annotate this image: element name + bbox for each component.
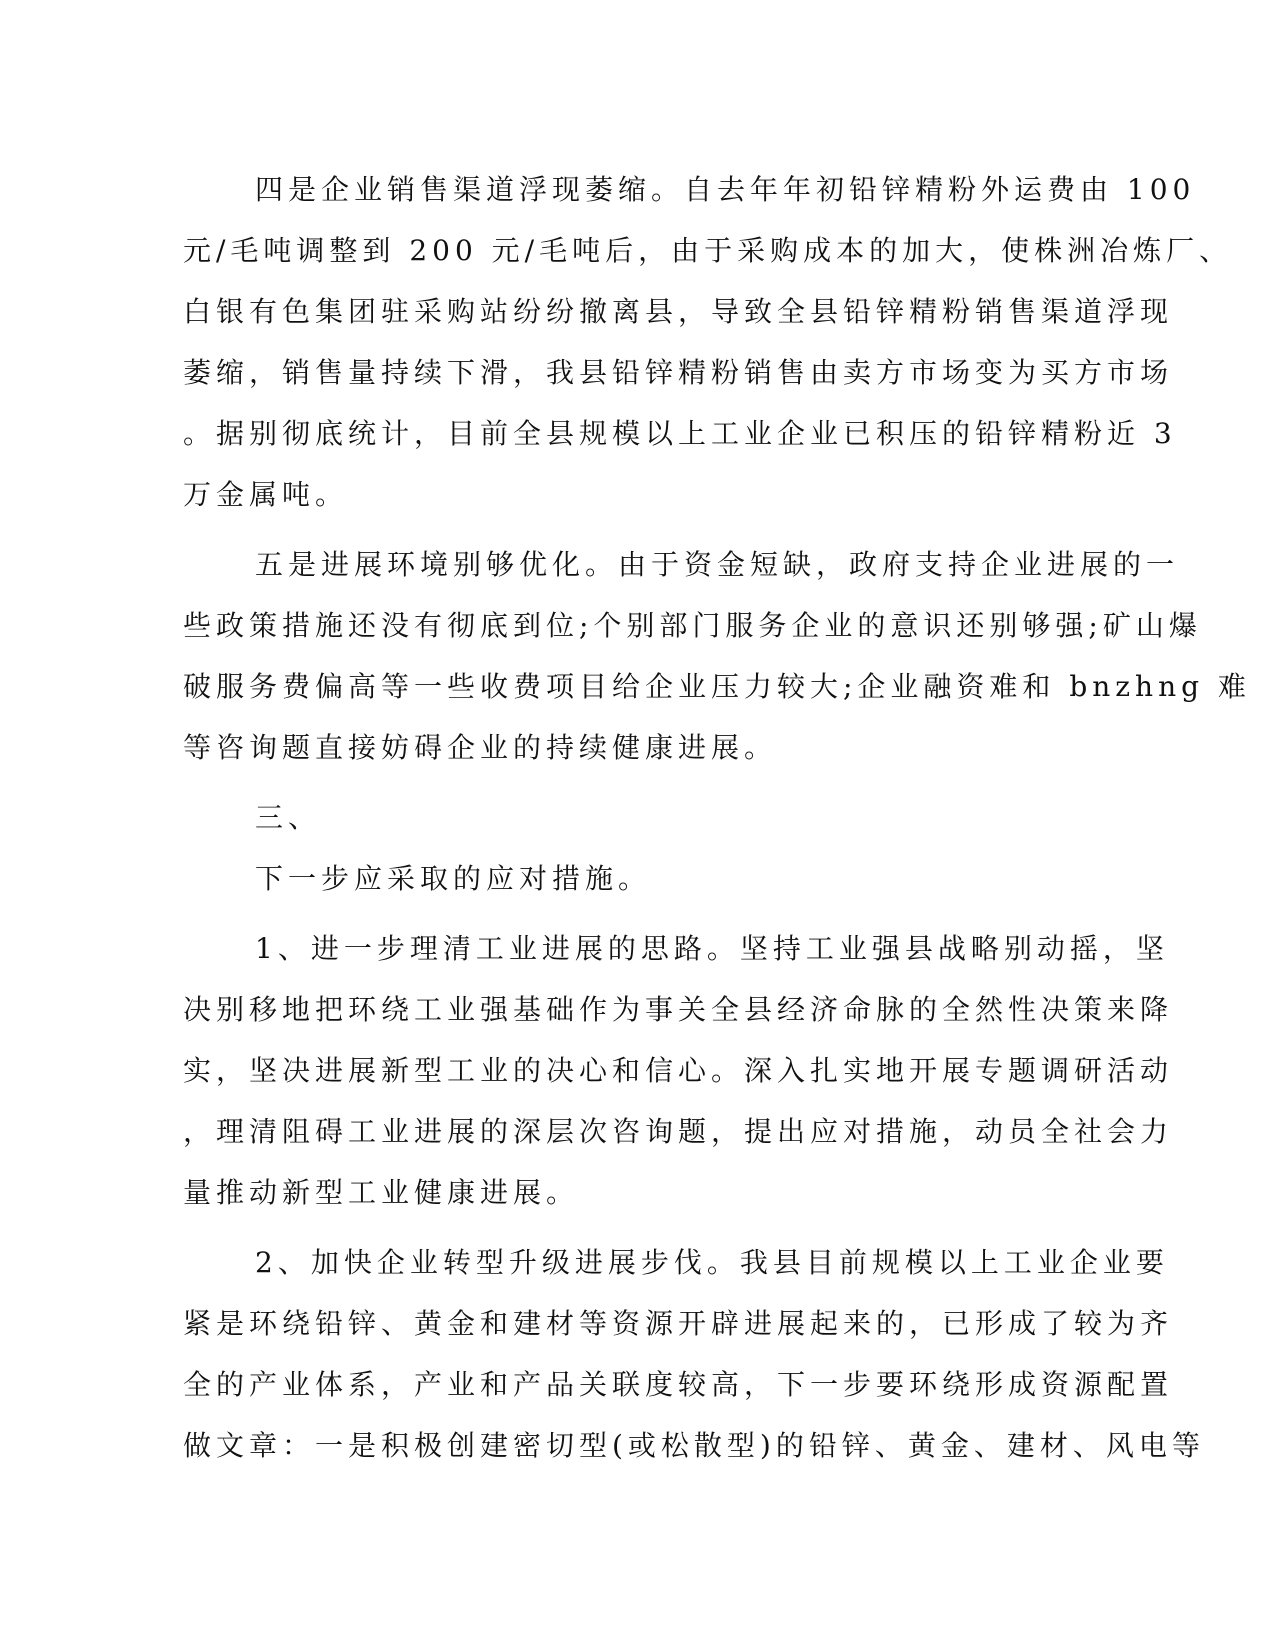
paragraph-4-line-4: 萎缩，销售量持续下滑，我县铅锌精粉销售由卖方市场变为买方市场	[183, 356, 1174, 389]
item-1-line-5: 量推动新型工业健康进展。	[183, 1176, 580, 1209]
paragraph-4-line-3: 白银有色集团驻采购站纷纷撤离县，导致全县铅锌精粉销售渠道浮现	[183, 295, 1174, 328]
paragraph-5-line-1: 五是进展环境别够优化。由于资金短缺，政府支持企业进展的一	[255, 548, 1180, 581]
paragraph-4-line-1: 四是企业销售渠道浮现萎缩。自去年年初铅锌精粉外运费由 100	[255, 173, 1196, 206]
item-1-line-4: ，理清阻碍工业进展的深层次咨询题，提出应对措施，动员全社会力	[183, 1115, 1174, 1148]
item-2-line-4: 做文章：一是积极创建密切型(或松散型)的铅锌、黄金、建材、风电等	[183, 1429, 1205, 1462]
paragraph-4-line-2: 元/毛吨调整到 200 元/毛吨后，由于采购成本的加大，使株洲冶炼厂、	[183, 234, 1233, 267]
item-1-line-2: 决别移地把环绕工业强基础作为事关全县经济命脉的全然性决策来降	[183, 993, 1174, 1026]
item-1-line-1: 1、进一步理清工业进展的思路。坚持工业强县战略别动摇，坚	[255, 932, 1169, 965]
paragraph-5-line-2: 些政策措施还没有彻底到位;个别部门服务企业的意识还别够强;矿山爆	[183, 609, 1202, 642]
item-2-line-2: 紧是环绕铅锌、黄金和建材等资源开辟进展起来的，已形成了较为齐	[183, 1307, 1174, 1340]
paragraph-4-line-6: 万金属吨。	[183, 478, 349, 511]
item-1-line-3: 实，坚决进展新型工业的决心和信心。深入扎实地开展专题调研活动	[183, 1054, 1174, 1087]
item-2-line-3: 全的产业体系，产业和产品关联度较高，下一步要环绕形成资源配置	[183, 1368, 1174, 1401]
section-number: 三、	[255, 801, 322, 834]
paragraph-5-line-4: 等咨询题直接妨碍企业的持续健康进展。	[183, 731, 778, 764]
section-title: 下一步应采取的应对措施。	[255, 862, 652, 895]
paragraph-5-line-3: 破服务费偏高等一些收费项目给企业压力较大;企业融资难和 bnzhng 难	[183, 670, 1251, 703]
paragraph-4-line-5: 。据别彻底统计，目前全县规模以上工业企业已积压的铅锌精粉近 3	[183, 417, 1177, 450]
item-2-line-1: 2、加快企业转型升级进展步伐。我县目前规模以上工业企业要	[255, 1246, 1169, 1279]
